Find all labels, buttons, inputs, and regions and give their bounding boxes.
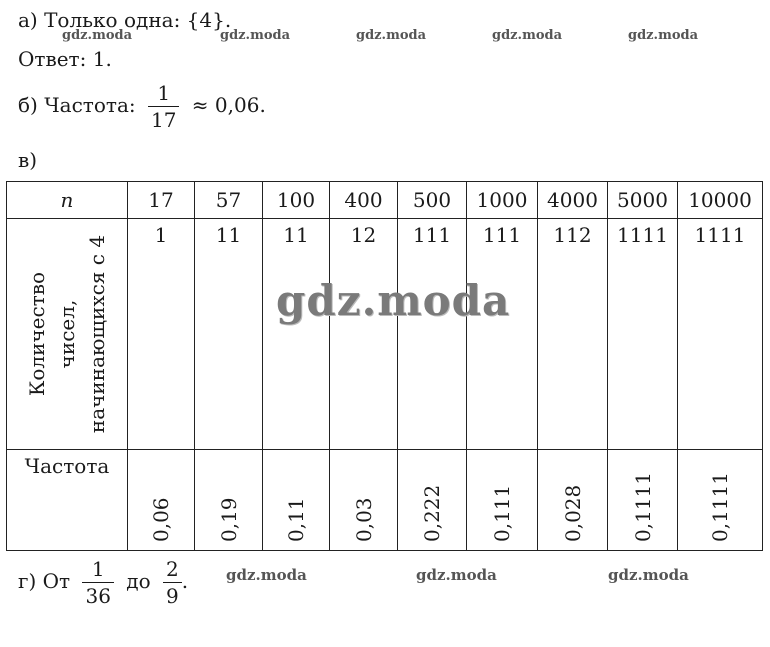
count-cell: 111: [398, 219, 467, 450]
count-cell: 1111: [608, 219, 678, 450]
n-cell: 5000: [608, 182, 678, 219]
n-cell: 1000: [467, 182, 538, 219]
n-cell: 10000: [678, 182, 763, 219]
fraction-denominator: 36: [85, 584, 111, 608]
watermark: gdz.moda: [356, 28, 427, 43]
frequency-label-cell: Частота: [7, 450, 128, 551]
n-cell: 500: [398, 182, 467, 219]
table-count-row: [7, 219, 763, 450]
count-cell: 111: [467, 219, 538, 450]
part-g-suffix: .: [181, 569, 189, 593]
part-b-suffix: ≈ 0,06.: [191, 93, 266, 117]
frequency-cell: 0,1111: [608, 450, 678, 551]
fraction-numerator: 1: [157, 81, 171, 105]
frequency-cell: 0,111: [467, 450, 538, 551]
watermark: gdz.moda: [220, 28, 291, 43]
watermark: gdz.moda: [416, 566, 497, 584]
frequency-cell: 0,19: [195, 450, 263, 551]
n-label-cell: n: [7, 182, 128, 219]
count-label-cell: Количество чисел, начинающихся с 4: [7, 219, 128, 450]
frequency-cell: 0,1111: [678, 450, 763, 551]
table-header-row: [7, 182, 763, 219]
answer-text: Ответ: 1.: [18, 47, 112, 71]
part-b-line: [18, 80, 266, 133]
frequency-cell: 0,06: [128, 450, 195, 551]
n-cell: 100: [263, 182, 330, 219]
part-g-prefix: г) От: [18, 569, 71, 593]
count-cell: 12: [330, 219, 398, 450]
fraction-denominator: 9: [166, 584, 179, 608]
watermark: gdz.moda: [608, 566, 689, 584]
watermark: gdz.moda: [492, 28, 563, 43]
watermark: gdz.moda: [62, 28, 133, 43]
n-cell: 400: [330, 182, 398, 219]
count-cell: 11: [195, 219, 263, 450]
frequency-cell: 0,11: [263, 450, 330, 551]
watermark: gdz.moda: [628, 28, 699, 43]
frequency-cell: 0,028: [538, 450, 608, 551]
count-cell: 1: [128, 219, 195, 450]
part-v-label: в): [18, 148, 38, 172]
watermark: gdz.moda: [226, 566, 307, 584]
part-b-fraction: [148, 80, 179, 133]
part-v-line: [18, 148, 37, 172]
part-g-fraction-2: [163, 556, 182, 609]
answer-line: [18, 47, 112, 71]
part-g-mid: до: [126, 569, 151, 593]
n-cell: 57: [195, 182, 263, 219]
count-cell: 112: [538, 219, 608, 450]
frequency-cell: 0,03: [330, 450, 398, 551]
part-b-prefix: б) Частота:: [18, 93, 136, 117]
fraction-numerator: 1: [91, 557, 105, 581]
n-cell: 17: [128, 182, 195, 219]
part-g-line: [18, 556, 188, 609]
n-cell: 4000: [538, 182, 608, 219]
watermark-large: gdz.moda: [276, 276, 511, 325]
frequency-table: [6, 181, 763, 551]
fraction-numerator: 2: [166, 557, 179, 581]
table-frequency-row: [7, 450, 763, 551]
part-a-text: а) Только одна: {4}.: [18, 8, 232, 32]
frequency-cell: 0,222: [398, 450, 467, 551]
count-cell: 11: [263, 219, 330, 450]
count-cell: 1111: [678, 219, 763, 450]
part-g-fraction-1: [82, 556, 113, 609]
fraction-denominator: 17: [150, 108, 177, 132]
